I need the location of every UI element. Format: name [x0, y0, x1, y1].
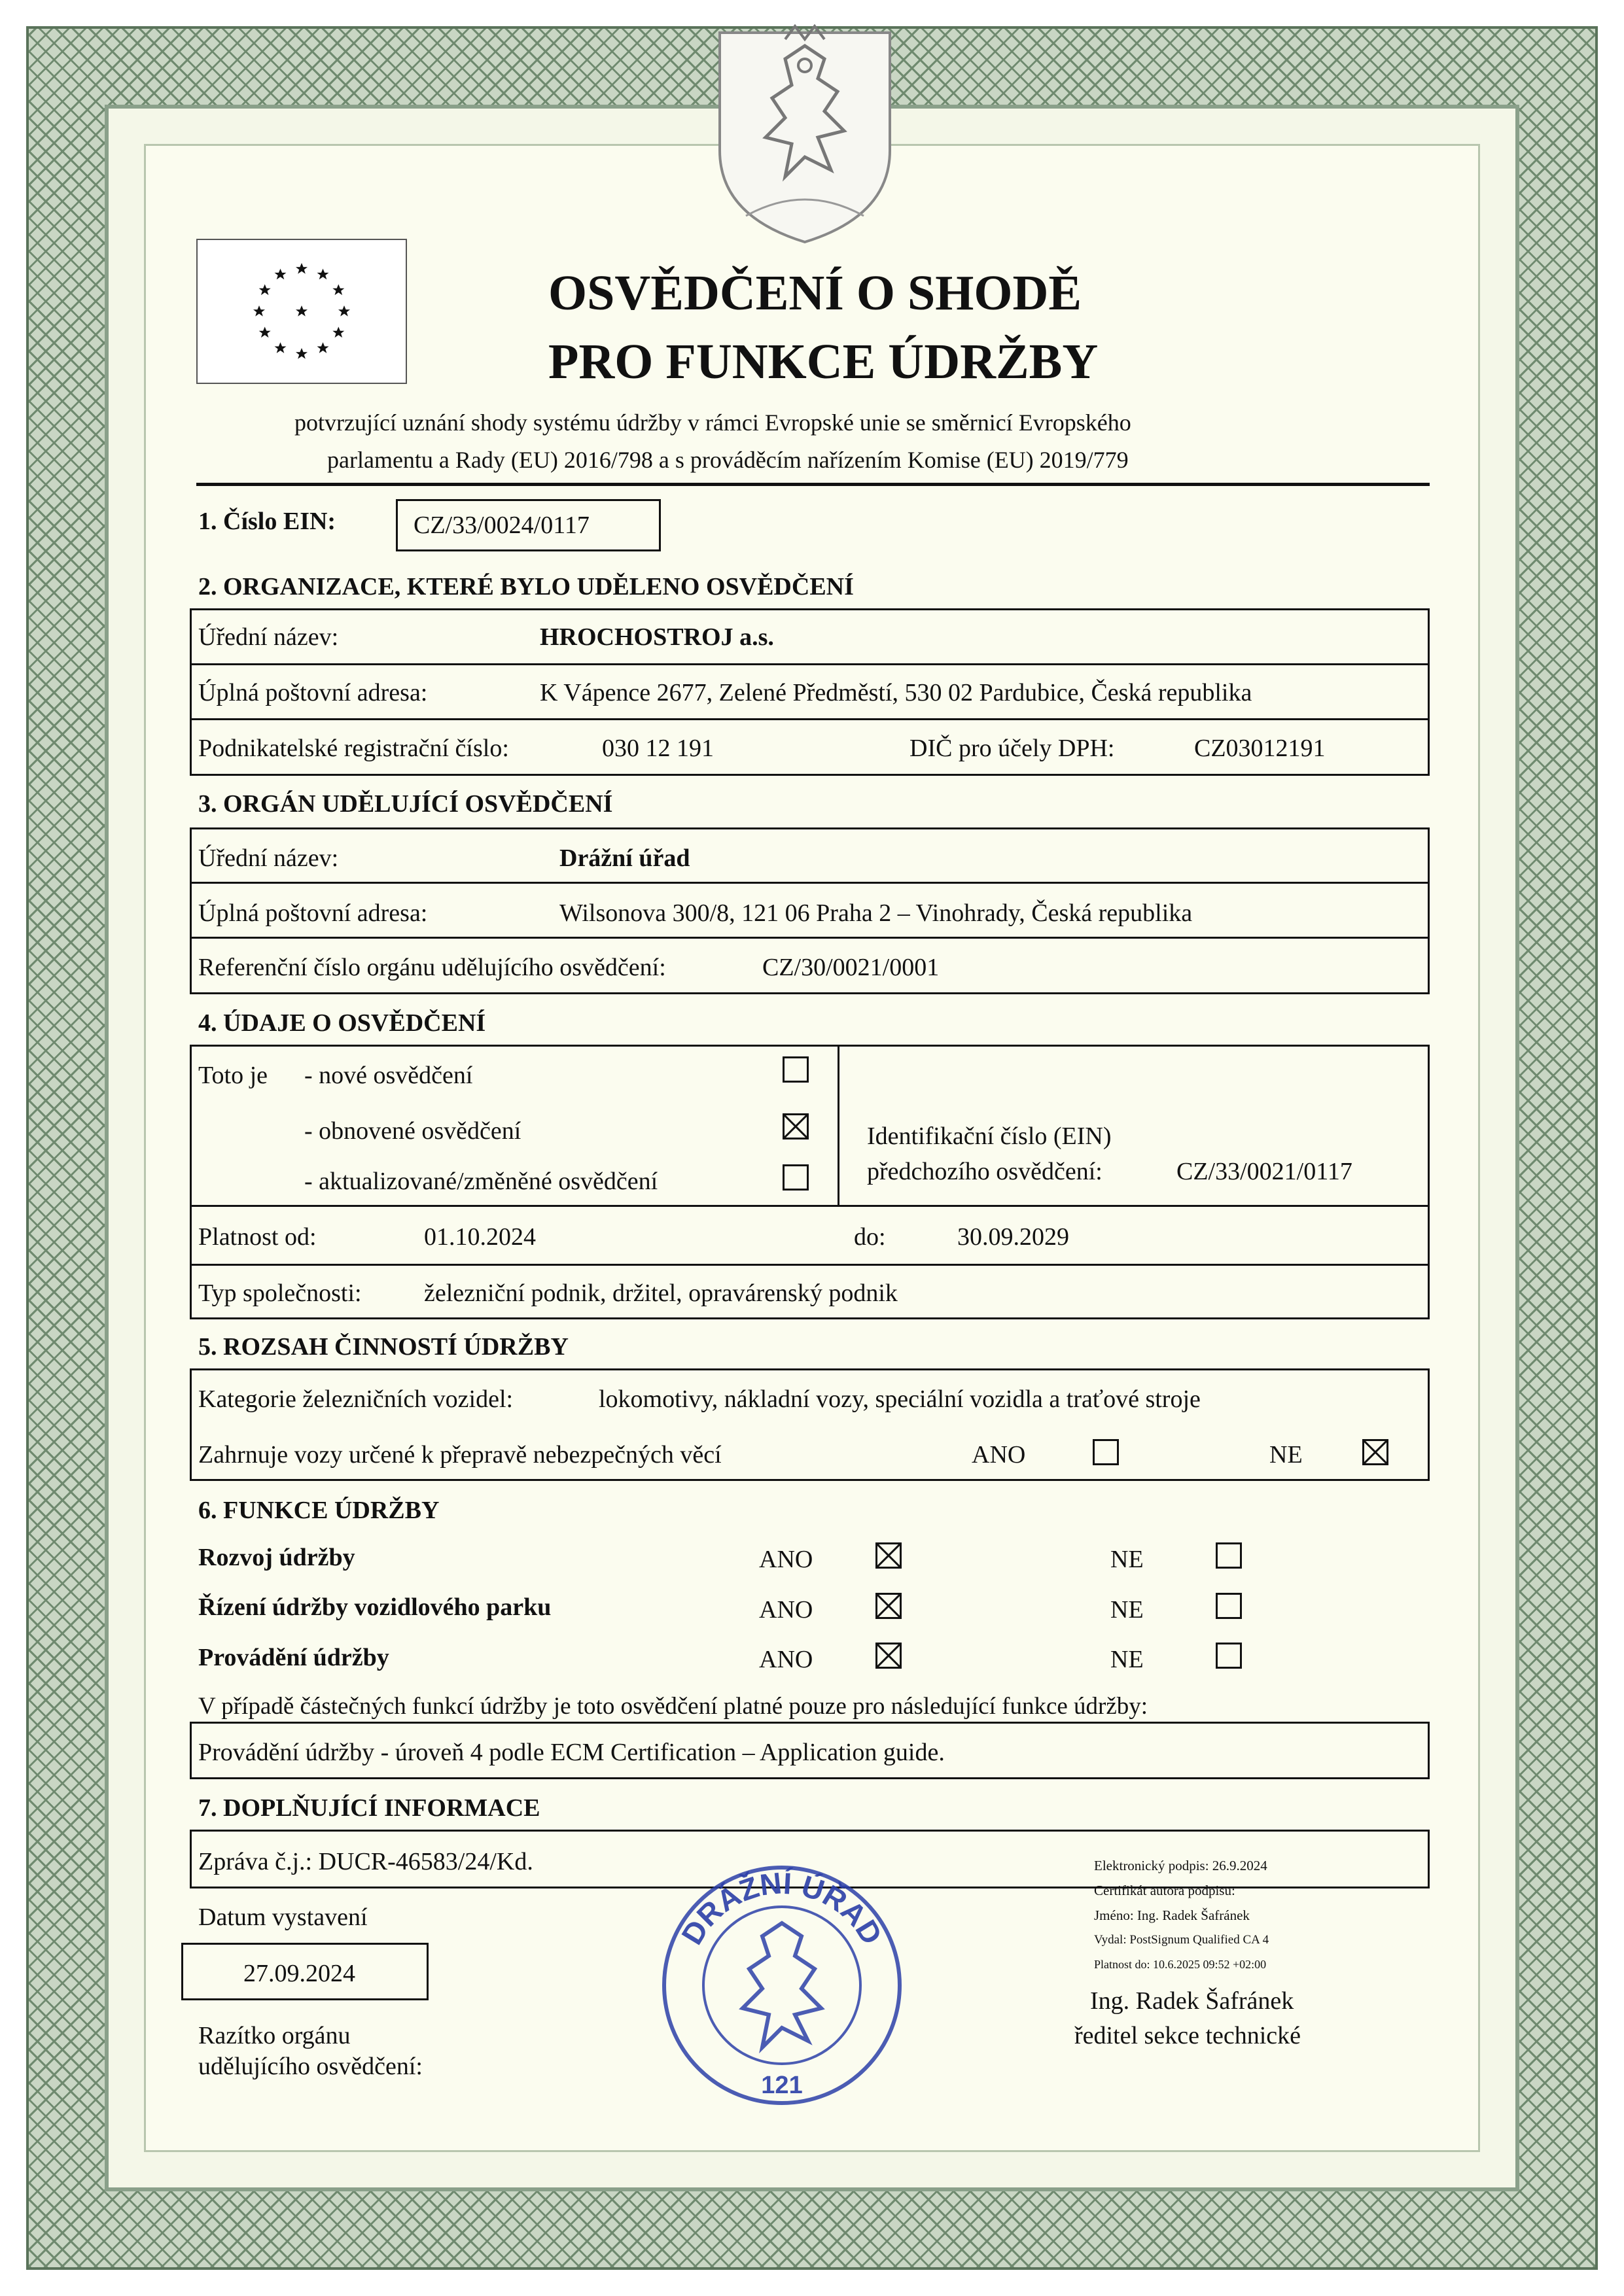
company-type: železniční podnik, držitel, opravárenský podnik	[424, 1279, 898, 1307]
option-new-checkbox[interactable]	[783, 1056, 809, 1083]
prev-ein-label-1: Identifikační číslo (EIN)	[867, 1122, 1112, 1150]
org-reg-label: Podnikatelské registrační číslo:	[198, 735, 509, 762]
vehicle-category: lokomotivy, nákladní vozy, speciální vozidla a traťové stroje	[599, 1385, 1201, 1413]
option-renewed-label: - obnovené osvědčení	[304, 1117, 521, 1145]
row-divider	[190, 663, 1430, 665]
esig-line-5: Platnost do: 10.6.2025 09:52 +02:00	[1094, 1958, 1267, 1971]
valid-from: 01.10.2024	[424, 1223, 536, 1251]
report-number: Zpráva č.j.: DUCR-46583/24/Kd.	[198, 1848, 533, 1875]
org-reg: 030 12 191	[602, 735, 714, 762]
column-divider	[838, 1045, 839, 1205]
function-development-ne: NE	[1110, 1546, 1144, 1573]
authority-name-label: Úřední název:	[198, 844, 339, 872]
org-name: HROCHOSTROJ a.s.	[540, 623, 774, 651]
org-name-label: Úřední název:	[198, 623, 339, 651]
org-vat-label: DIČ pro účely DPH:	[909, 735, 1115, 762]
esig-line-3: Jméno: Ing. Radek Šafránek	[1094, 1907, 1250, 1923]
authority-address-label: Úplná poštovní adresa:	[198, 899, 428, 927]
row-divider	[190, 1205, 1430, 1207]
ein-label: 1. Číslo EIN:	[198, 508, 336, 535]
function-development-label: Rozvoj údržby	[198, 1544, 355, 1571]
org-vat: CZ03012191	[1194, 735, 1326, 762]
function-delivery-ne: NE	[1110, 1646, 1144, 1673]
function-delivery-ne-checkbox[interactable]	[1216, 1643, 1242, 1669]
section-6-heading: 6. FUNKCE ÚDRŽBY	[198, 1497, 440, 1524]
partial-functions-note: V případě částečných funkcí údržby je toto osvědčení platné pouze pro následující funkce údržby:	[198, 1693, 1148, 1720]
title-line-1: OSVĚDČENÍ O SHODĚ	[548, 266, 1082, 321]
company-type-label: Typ společnosti:	[198, 1279, 362, 1307]
section-7-heading: 7. DOPLŇUJÍCÍ INFORMACE	[198, 1794, 540, 1822]
authority-ref-label: Referenční číslo orgánu udělujícího osvědčení:	[198, 954, 666, 981]
dangerous-ano-checkbox[interactable]	[1093, 1439, 1119, 1465]
function-development-ne-checkbox[interactable]	[1216, 1542, 1242, 1569]
valid-to: 30.09.2029	[957, 1223, 1069, 1251]
authority-address: Wilsonova 300/8, 121 06 Praha 2 – Vinohrady, Česká republika	[559, 899, 1193, 927]
eu-flag-icon	[196, 239, 407, 384]
stamp-label-2: udělujícího osvědčení:	[198, 2053, 423, 2080]
subtitle-line-2: parlamentu a Rady (EU) 2016/798 a s prováděcím nařízením Komise (EU) 2019/779	[327, 447, 1129, 473]
row-divider	[190, 1264, 1430, 1266]
valid-from-label: Platnost od:	[198, 1223, 317, 1251]
section-4-heading: 4. ÚDAJE O OSVĚDČENÍ	[198, 1009, 486, 1037]
option-updated-label: - aktualizované/změněné osvědčení	[304, 1168, 658, 1195]
section-5-heading: 5. ROZSAH ČINNOSTÍ ÚDRŽBY	[198, 1333, 569, 1361]
partial-functions: Provádění údržby - úroveň 4 podle ECM Certification – Application guide.	[198, 1739, 945, 1766]
vehicle-category-label: Kategorie železničních vozidel:	[198, 1385, 514, 1413]
function-fleet-ano: ANO	[759, 1596, 813, 1624]
option-renewed-checkbox[interactable]	[783, 1113, 809, 1139]
stamp-label-1: Razítko orgánu	[198, 2022, 351, 2049]
authority-ref: CZ/30/0021/0001	[762, 954, 940, 981]
function-development-ano: ANO	[759, 1546, 813, 1573]
org-address: K Vápence 2677, Zelené Předměstí, 530 02 Pardubice, Česká republika	[540, 679, 1252, 706]
official-stamp-icon	[654, 1858, 909, 2113]
authority-name: Drážní úřad	[559, 844, 690, 872]
function-delivery-label: Provádění údržby	[198, 1644, 389, 1671]
dangerous-ano-label: ANO	[972, 1441, 1026, 1469]
esig-line-4: Vydal: PostSignum Qualified CA 4	[1094, 1933, 1269, 1947]
dangerous-goods-label: Zahrnuje vozy určené k přepravě nebezpečných věcí	[198, 1441, 722, 1469]
row-divider	[190, 937, 1430, 939]
function-delivery-ano: ANO	[759, 1646, 813, 1673]
option-updated-checkbox[interactable]	[783, 1164, 809, 1191]
option-new-label: - nové osvědčení	[304, 1062, 473, 1089]
function-development-ano-checkbox[interactable]	[875, 1542, 902, 1569]
esig-line-1: Elektronický podpis: 26.9.2024	[1094, 1858, 1267, 1873]
subtitle-line-1: potvrzující uznání shody systému údržby v rámci Evropské unie se směrnicí Evropského	[294, 409, 1131, 436]
dangerous-ne-checkbox[interactable]	[1362, 1439, 1388, 1465]
toto-je-label: Toto je	[198, 1062, 268, 1089]
issue-date: 27.09.2024	[243, 1960, 355, 1987]
ein-value: CZ/33/0024/0117	[414, 512, 590, 539]
dangerous-ne-label: NE	[1269, 1441, 1303, 1469]
function-delivery-ano-checkbox[interactable]	[875, 1643, 902, 1669]
org-address-label: Úplná poštovní adresa:	[198, 679, 428, 706]
row-divider	[190, 718, 1430, 720]
title-divider	[196, 483, 1430, 486]
function-fleet-ne: NE	[1110, 1596, 1144, 1624]
section-2-heading: 2. ORGANIZACE, KTERÉ BYLO UDĚLENO OSVĚDČENÍ	[198, 573, 854, 600]
function-fleet-ne-checkbox[interactable]	[1216, 1593, 1242, 1619]
stamp-number: 121	[761, 2072, 803, 2099]
signer-name: Ing. Radek Šafránek	[1090, 1987, 1294, 2015]
prev-ein-label-2: předchozího osvědčení:	[867, 1158, 1103, 1185]
function-fleet-label: Řízení údržby vozidlového parku	[198, 1593, 552, 1621]
valid-to-label: do:	[854, 1223, 886, 1251]
stamp-top-text: DRÁŽNÍ ÚŘAD	[674, 1866, 890, 1951]
section-3-heading: 3. ORGÁN UDĚLUJÍCÍ OSVĚDČENÍ	[198, 790, 613, 818]
title-line-2: PRO FUNKCE ÚDRŽBY	[548, 334, 1099, 389]
issue-date-label: Datum vystavení	[198, 1904, 368, 1931]
esig-line-2: Certifikát autora podpisu:	[1094, 1883, 1235, 1898]
row-divider	[190, 882, 1430, 884]
czech-coat-of-arms-icon	[707, 20, 903, 249]
prev-ein-value: CZ/33/0021/0117	[1176, 1158, 1352, 1185]
signer-role: ředitel sekce technické	[1074, 2022, 1301, 2049]
function-fleet-ano-checkbox[interactable]	[875, 1593, 902, 1619]
